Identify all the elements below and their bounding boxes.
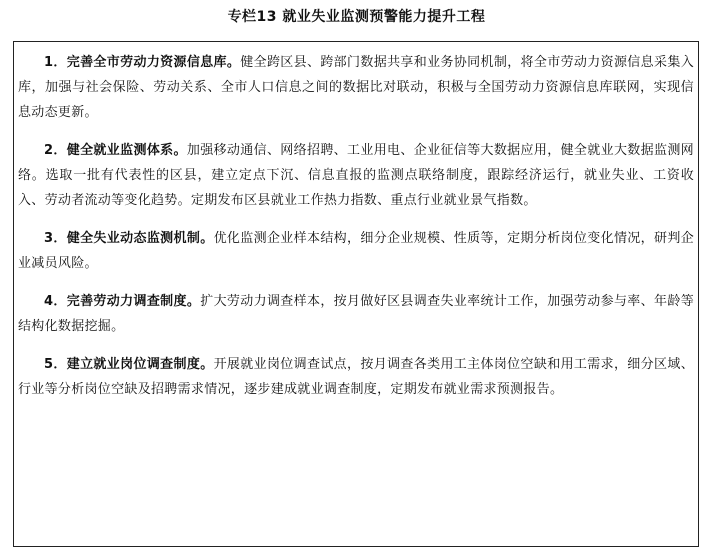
item-2-text: 加强移动通信、网络招聘、工业用电、企业征信等大数据应用，健全就业大数据监测网络。选取一批有代表性的区县，建立定点下沉、信息直报的监测点联络制度，跟踪经济运行，就业失业、工资收入、劳动者流动等变化趋势。定期发布区县就业工作热力指数、重点行业就业景气指数。 [18,143,694,208]
content-box [13,41,699,547]
page-title: 专栏13 就业失业监测预警能力提升工程 [227,9,486,25]
item-1-text: 健全跨区县、跨部门数据共享和业务协同机制，将全市劳动力资源信息采集入库，加强与社会保险、劳动关系、全市人口信息之间的数据比对联动，积极与全国劳动力资源信息库联网，实现信息动态更新。 [18,55,694,120]
item-3-text: 优化监测企业样本结构，细分企业规模、性质等，定期分析岗位变化情况，研判企业减员风险。 [18,231,694,271]
item-5-text: 开展就业岗位调查试点，按月调查各类用工主体岗位空缺和用工需求，细分区域、行业等分析岗位空缺及招聘需求情况，逐步建成就业调查制度，定期发布就业需求预测报告。 [18,357,694,397]
item-2-heading: 2．健全就业监测体系。 [44,143,187,158]
item-3 [18,226,694,276]
item-1 [18,50,694,125]
item-5 [18,352,694,402]
item-1-heading: 1．完善全市劳动力资源信息库。 [44,55,241,70]
item-2 [18,138,694,213]
item-5-heading: 5．建立就业岗位调查制度。 [44,357,214,372]
item-4 [18,289,694,339]
item-3-heading: 3．健全失业动态监测机制。 [44,231,214,246]
item-4-heading: 4．完善劳动力调查制度。 [44,294,201,309]
item-4-text: 扩大劳动力调查样本，按月做好区县调查失业率统计工作，加强劳动参与率、年龄等结构化数据挖掘。 [18,294,694,334]
